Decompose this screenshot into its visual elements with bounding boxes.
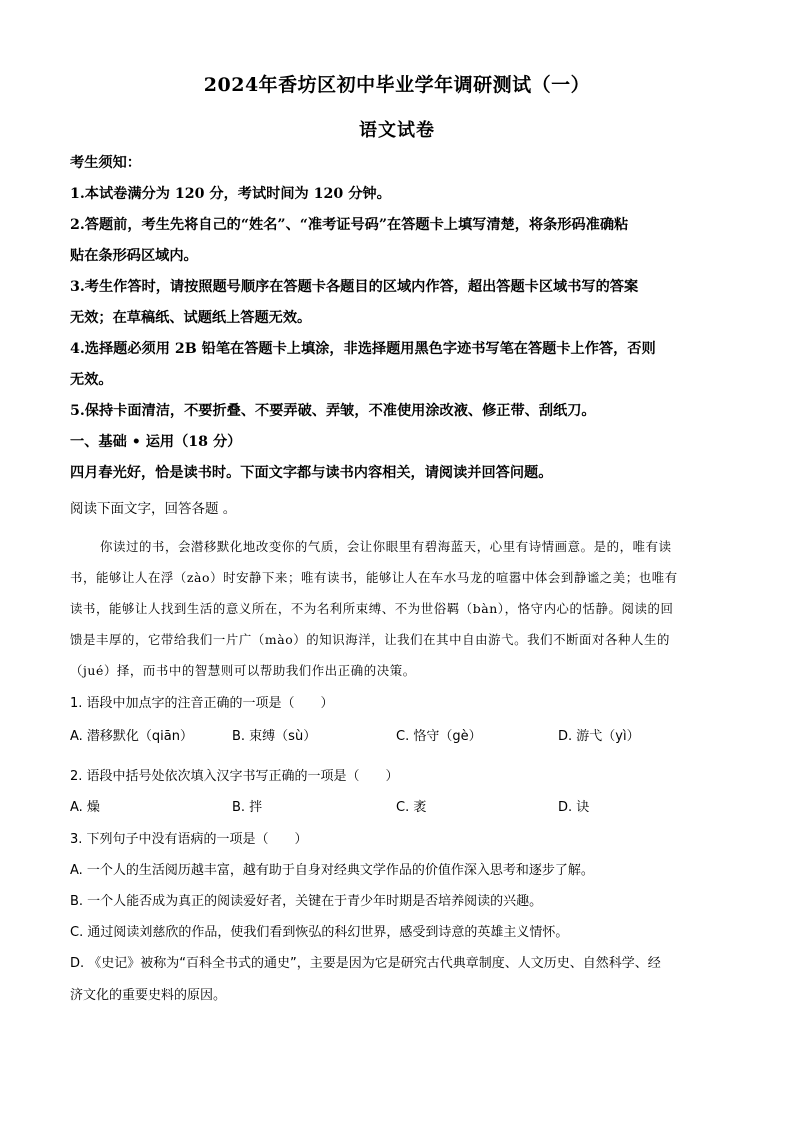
- section-intro: 四月春光好，恰是读书时。下面文字都与读书内容相关，请阅读并回答问题。: [70, 465, 553, 481]
- passage-line: 读书，能够让人找到生活的意义所在，不为名利所束缚、不为世俗羁（bàn），恪守内心的恬静。阅读的回: [70, 601, 674, 616]
- question-1-option-b: B. 束缚（sù）: [232, 729, 317, 744]
- question-3-option-d-cont: 济文化的重要史料的原因。: [70, 988, 227, 1003]
- exam-title: 2024年香坊区初中毕业学年调研测试（一）: [203, 74, 591, 96]
- notice-line: 2.答题前，考生先将自己的“姓名”、“准考证号码”在答题卡上填写清楚，将条形码准确粘: [70, 217, 629, 233]
- question-1-option-a: A. 潜移默化（qiān）: [70, 729, 193, 744]
- notice-line: 3.考生作答时，请按照题号顺序在答题卡各题目的区域内作答，超出答题卡区域书写的答案: [70, 279, 639, 295]
- question-3-option-a: A. 一个人的生活阅历越丰富，越有助于自身对经典文学作品的价值作深入思考和逐步了解。: [70, 863, 594, 878]
- question-3-stem: 3. 下列句子中没有语病的一项是（ ）: [70, 832, 308, 847]
- section-heading: 一、基础 • 运用（18 分）: [70, 434, 242, 450]
- notice-line: 4.选择题必须用 2B 铅笔在答题卡上填涂，非选择题用黑色字迹书写笔在答题卡上作答，否则: [70, 341, 656, 357]
- notice-line: 无效。: [70, 372, 113, 388]
- question-3-option-d: D. 《史记》被称为“百科全书式的通史”，主要是因为它是研究古代典章制度、人文历史、自然科学、经: [70, 956, 661, 971]
- passage-line: 馈是丰厚的，它带给我们一片广（mào）的知识海洋，让我们在其中自由游弋。我们不断面对各种人生的: [70, 632, 670, 647]
- question-2-option-b: B. 拌: [232, 800, 263, 815]
- question-3-option-b: B. 一个人能否成为真正的阅读爱好者，关键在于青少年时期是否培养阅读的兴趣。: [70, 894, 543, 909]
- notice-line: 1.本试卷满分为 120 分，考试时间为 120 分钟。: [70, 186, 391, 202]
- question-2-option-c: C. 袤: [396, 800, 427, 815]
- question-2-option-d: D. 诀: [558, 800, 590, 815]
- question-3-option-c: C. 通过阅读刘慈欣的作品，使我们看到恢弘的科幻世界，感受到诗意的英雄主义情怀。: [70, 925, 569, 940]
- question-1-stem: 1. 语段中加点字的注音正确的一项是（ ）: [70, 696, 334, 711]
- question-2-stem: 2. 语段中括号处依次填入汉字书写正确的一项是（ ）: [70, 769, 399, 784]
- notice-heading: 考生须知：: [70, 155, 141, 171]
- question-2-option-a: A. 燥: [70, 800, 100, 815]
- exam-subtitle: 语文试卷: [359, 120, 435, 141]
- question-1-option-c: C. 恪守（gè）: [396, 729, 482, 744]
- passage-line: 你读过的书，会潜移默化地改变你的气质，会让你眼里有碧海蓝天，心里有诗情画意。是的，唯有读: [100, 539, 672, 554]
- notice-line: 无效；在草稿纸、试题纸上答题无效。: [70, 310, 312, 326]
- notice-line: 5.保持卡面清洁，不要折叠、不要弄破、弄皱，不准使用涂改液、修正带、刮纸刀。: [70, 403, 596, 419]
- passage-line: （jué）择，而书中的智慧则可以帮助我们作出正确的决策。: [70, 663, 416, 678]
- passage-line: 书，能够让人在浮（zào）时安静下来；唯有读书，能够让人在车水马龙的喧嚣中体会到静谧之美；也唯有: [70, 570, 678, 585]
- reading-instruction: 阅读下面文字，回答各题 。: [70, 501, 237, 517]
- notice-line: 贴在条形码区域内。: [70, 248, 198, 264]
- question-1-option-d: D. 游弋（yì）: [558, 729, 640, 744]
